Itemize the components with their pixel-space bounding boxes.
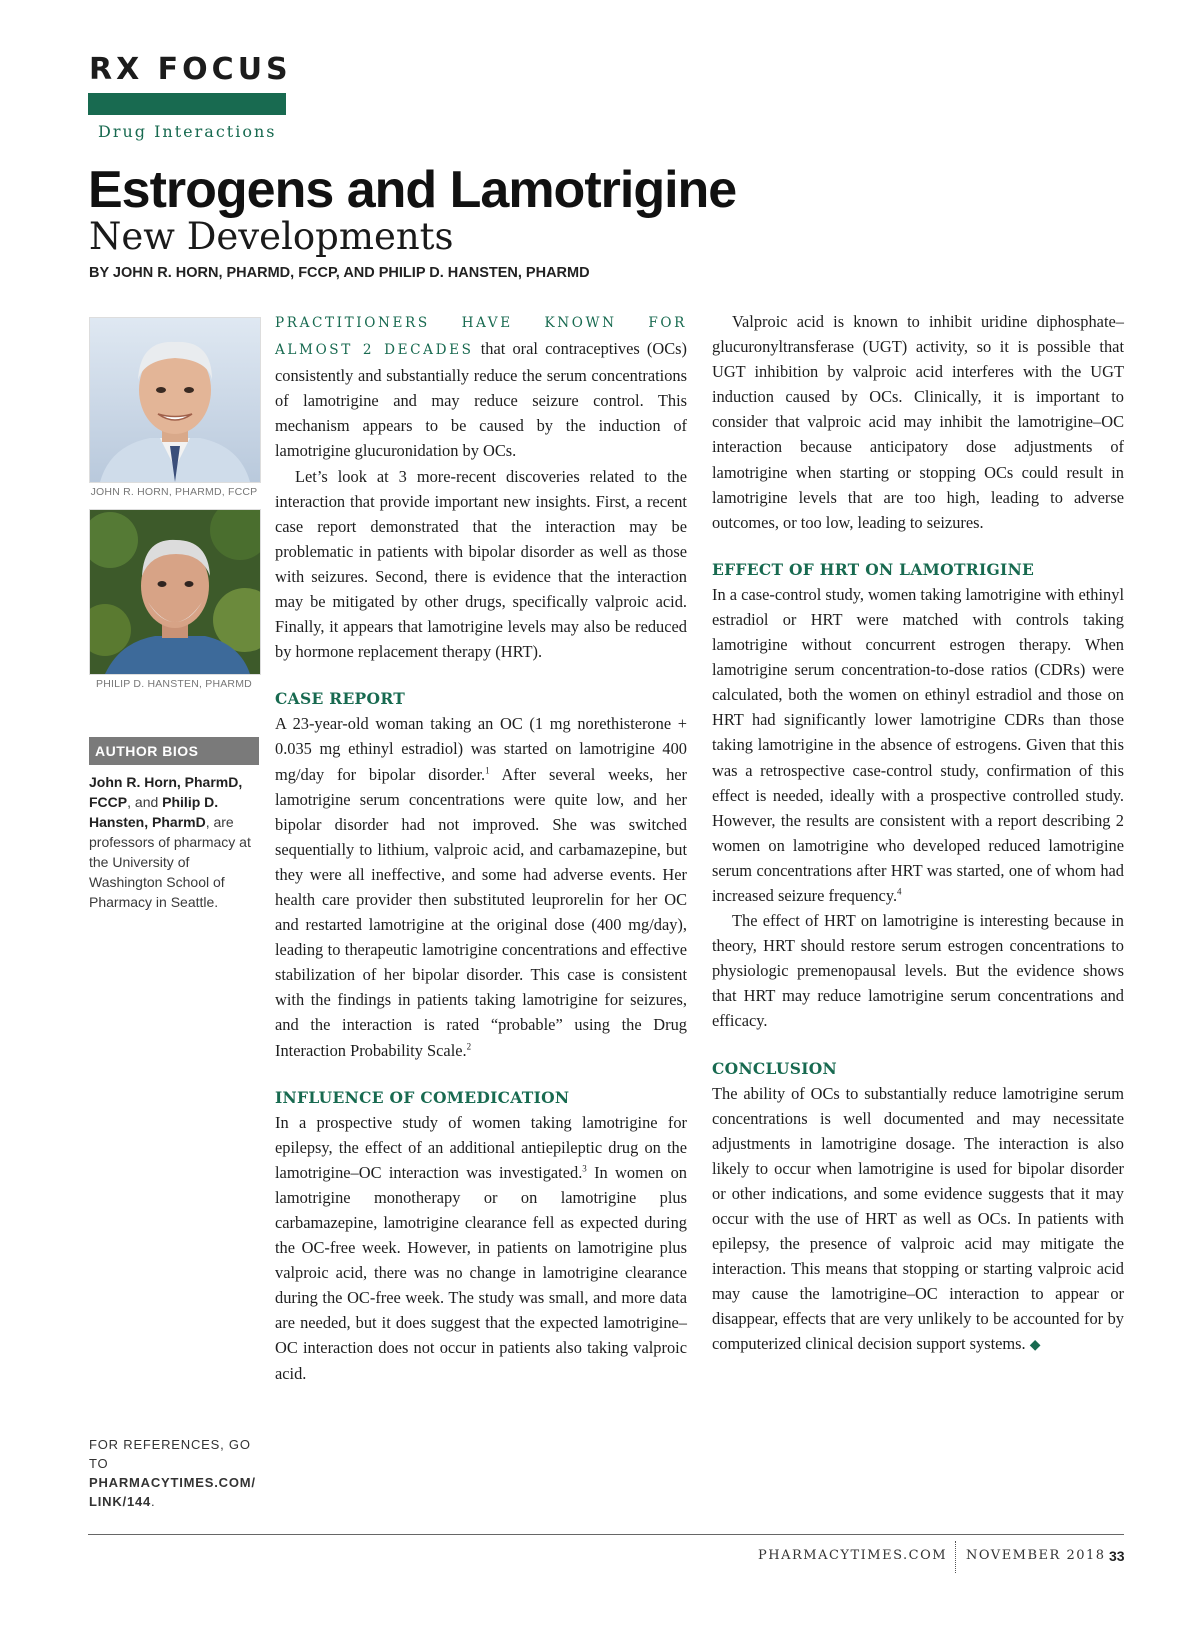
kicker-label: RX FOCUS — [89, 52, 292, 87]
hrt-text-a: In a case-control study, women taking lamotrigine with ethinyl estradiol or HRT were matched with controls taking lamotrigine without concurrent estrogen therapy. When lamotrigine serum concentration-to-dose ratios (CDRs) were calculated, both the women on ethinyl estradiol and those on HRT had significantly lower lamotrigine CDRs than those taking lamotrigine in the absence of estrogens. Given that this was a retrospective case-control study, confirmation of this effect is needed, ideally with a prospective controlled study. However, the results are consistent with a report describing 2 women on lamotrigine who developed reduced lamotrigine serum concentrations after HRT was started, one of whom had increased seizure frequency. — [712, 584, 1124, 905]
intro-text: that oral contraceptives (OCs) consistently and substantially reduce the serum concentrations of lamotrigine and may reduce seizure control. This mechanism appears to be caused by the induction of lamotrigine glucuronidation by OCs. — [275, 339, 687, 461]
author-bios-heading: AUTHOR BIOS — [89, 737, 259, 765]
bio-name-horn: John R. Horn, PharmD, FCCP — [89, 774, 243, 810]
heading-comedication: INFLUENCE OF COMEDICATION — [275, 1087, 570, 1107]
case-text-b: After several weeks, her lamotrigine serum concentrations were quite low, and her bipolar disorder had not improved. She was switched sequentially to lithium, valproic acid, and carbamazepine, but they were all ineffective, and some had adverse events. Her health care provider then substituted leuprorelin for her OC and restarted lamotrigine at the original dose (400 mg/day), leading to therapeutic lamotrigine concentrations and effective stabilization of her bipolar disorder. This case is consistent with the findings in patients taking lamotrigine for seizures, and the interaction is rated “probable” using the Drug Interaction Probability Scale. — [275, 764, 688, 1060]
author-photo-horn — [89, 317, 261, 483]
citation-3: 3 — [582, 1163, 587, 1174]
citation-4: 4 — [897, 886, 902, 897]
bio-and: , and — [127, 794, 163, 810]
footer-site: PHARMACYTIMES.COM — [758, 1548, 948, 1563]
footer-issue: NOVEMBER 2018 — [966, 1548, 1106, 1563]
intro-lead: PRACTITIONERS HAVE KNOWN FOR ALMOST 2 DECADES — [275, 315, 687, 359]
kicker-bar — [88, 93, 286, 115]
section-label: Drug Interactions — [98, 122, 277, 141]
photo-caption-horn: JOHN R. HORN, PHARMD, FCCP — [90, 486, 258, 498]
references-suffix: . — [151, 1494, 156, 1509]
footer-divider — [955, 1541, 956, 1573]
comed-text-b: In women on lamotrigine monotherapy or on lamotrigine plus carbamazepine, lamotrigine clearance fell as expected during the OC-free week. However, in patients on lamotrigine plus valproic acid, there was no change in lamotrigine clearance during the OC-free week. The study was small, and more data are needed, but it does suggest that the expected lamotrigine–OC interaction does not occur in patients also taking valproic acid. — [275, 1162, 687, 1383]
references-prefix: FOR REFERENCES, GO TO — [89, 1437, 251, 1471]
hrt-paragraph-2: The effect of HRT on lamotrigine is interesting because in theory, HRT should restore serum estrogen concentrations to physiologic premenopausal levels. But the evidence shows that HRT may reduce lamotrigine serum concentrations and efficacy. — [712, 911, 1124, 1031]
author-bios-text — [89, 772, 257, 912]
page-number: 33 — [1109, 1548, 1125, 1564]
case-text-a: A 23-year-old woman taking an OC (1 mg norethisterone + 0.035 mg ethinyl estradiol) was started on lamotrigine 400 mg/day for bipolar disorder. — [275, 714, 687, 784]
heading-case-report: CASE REPORT — [275, 689, 406, 709]
author-photo-hansten — [89, 509, 261, 675]
heading-hrt: EFFECT OF HRT ON LAMOTRIGINE — [712, 559, 1035, 579]
comed-text-a: In a prospective study of women taking lamotrigine for epilepsy, the effect of an additional antiepileptic drug on the lamotrigine–OC interaction was investigated. — [275, 1112, 687, 1182]
bio-name-hansten: Philip D. Hansten, PharmD — [89, 794, 219, 830]
article-column-2 — [712, 309, 1124, 1359]
footer-rule — [88, 1534, 1124, 1535]
intro-paragraph-2: Let’s look at 3 more-recent discoveries related to the interaction that provide important new insights. First, a recent case report demonstrated that the interaction may be problematic in patients with bipolar disorder as well as those with seizures. Second, there is evidence that the interaction may be mitigated by other drugs, specifically valproic acid. Finally, it appears that lamotrigine levels may also be reduced by hormone replacement therapy (HRT). — [275, 466, 687, 662]
bio-rest: , are professors of pharmacy at the University of Washington School of Pharmacy in Seattle. — [89, 814, 251, 910]
citation-2: 2 — [466, 1041, 472, 1052]
photo-caption-hansten: PHILIP D. HANSTEN, PHARMD — [96, 678, 252, 690]
article-column-1 — [275, 309, 687, 1386]
heading-conclusion: CONCLUSION — [712, 1058, 838, 1078]
references-note — [89, 1435, 264, 1511]
article-subtitle: New Developments — [89, 215, 454, 258]
valproic-paragraph: Valproic acid is known to inhibit uridine diphosphate–glucuronyltransferase (UGT) activity, so it is possible that UGT inhibition by valproic acid interferes with the UGT induction caused by OCs. Clinically, it is important to consider that valproic acid may inhibit the lamotrigine–OC interaction because anticipatory dose adjustments of lamotrigine when starting or stopping OCs could result in lamotrigine levels that are too high, leading to adverse outcomes, or too low, leading to seizures. — [712, 312, 1124, 532]
references-link[interactable]: PHARMACYTIMES.COM/ LINK/144 — [89, 1475, 256, 1509]
citation-1: 1 — [485, 765, 490, 776]
byline: BY JOHN R. HORN, PHARMD, FCCP, AND PHILIP D. HANSTEN, PHARMD — [89, 265, 590, 281]
conclusion-text: The ability of OCs to substantially reduce lamotrigine serum concentrations is well documented and may necessitate adjustments in lamotrigine dosage. The interaction is also likely to occur when lamotrigine is used for bipolar disorder or other indications, and some evidence suggests that it may occur with the use of HRT as well as OCs. In patients with epilepsy, the presence of valproic acid may mitigate the interaction. This means that stopping or starting valproic acid may cause the lamotrigine–OC interaction to appear or disappear, effects that are very unlikely to be accounted for by computerized clinical decision support systems. — [712, 1083, 1124, 1354]
article-title: Estrogens and Lamotrigine — [88, 161, 737, 219]
end-mark-icon: ◆ — [1029, 1338, 1041, 1354]
